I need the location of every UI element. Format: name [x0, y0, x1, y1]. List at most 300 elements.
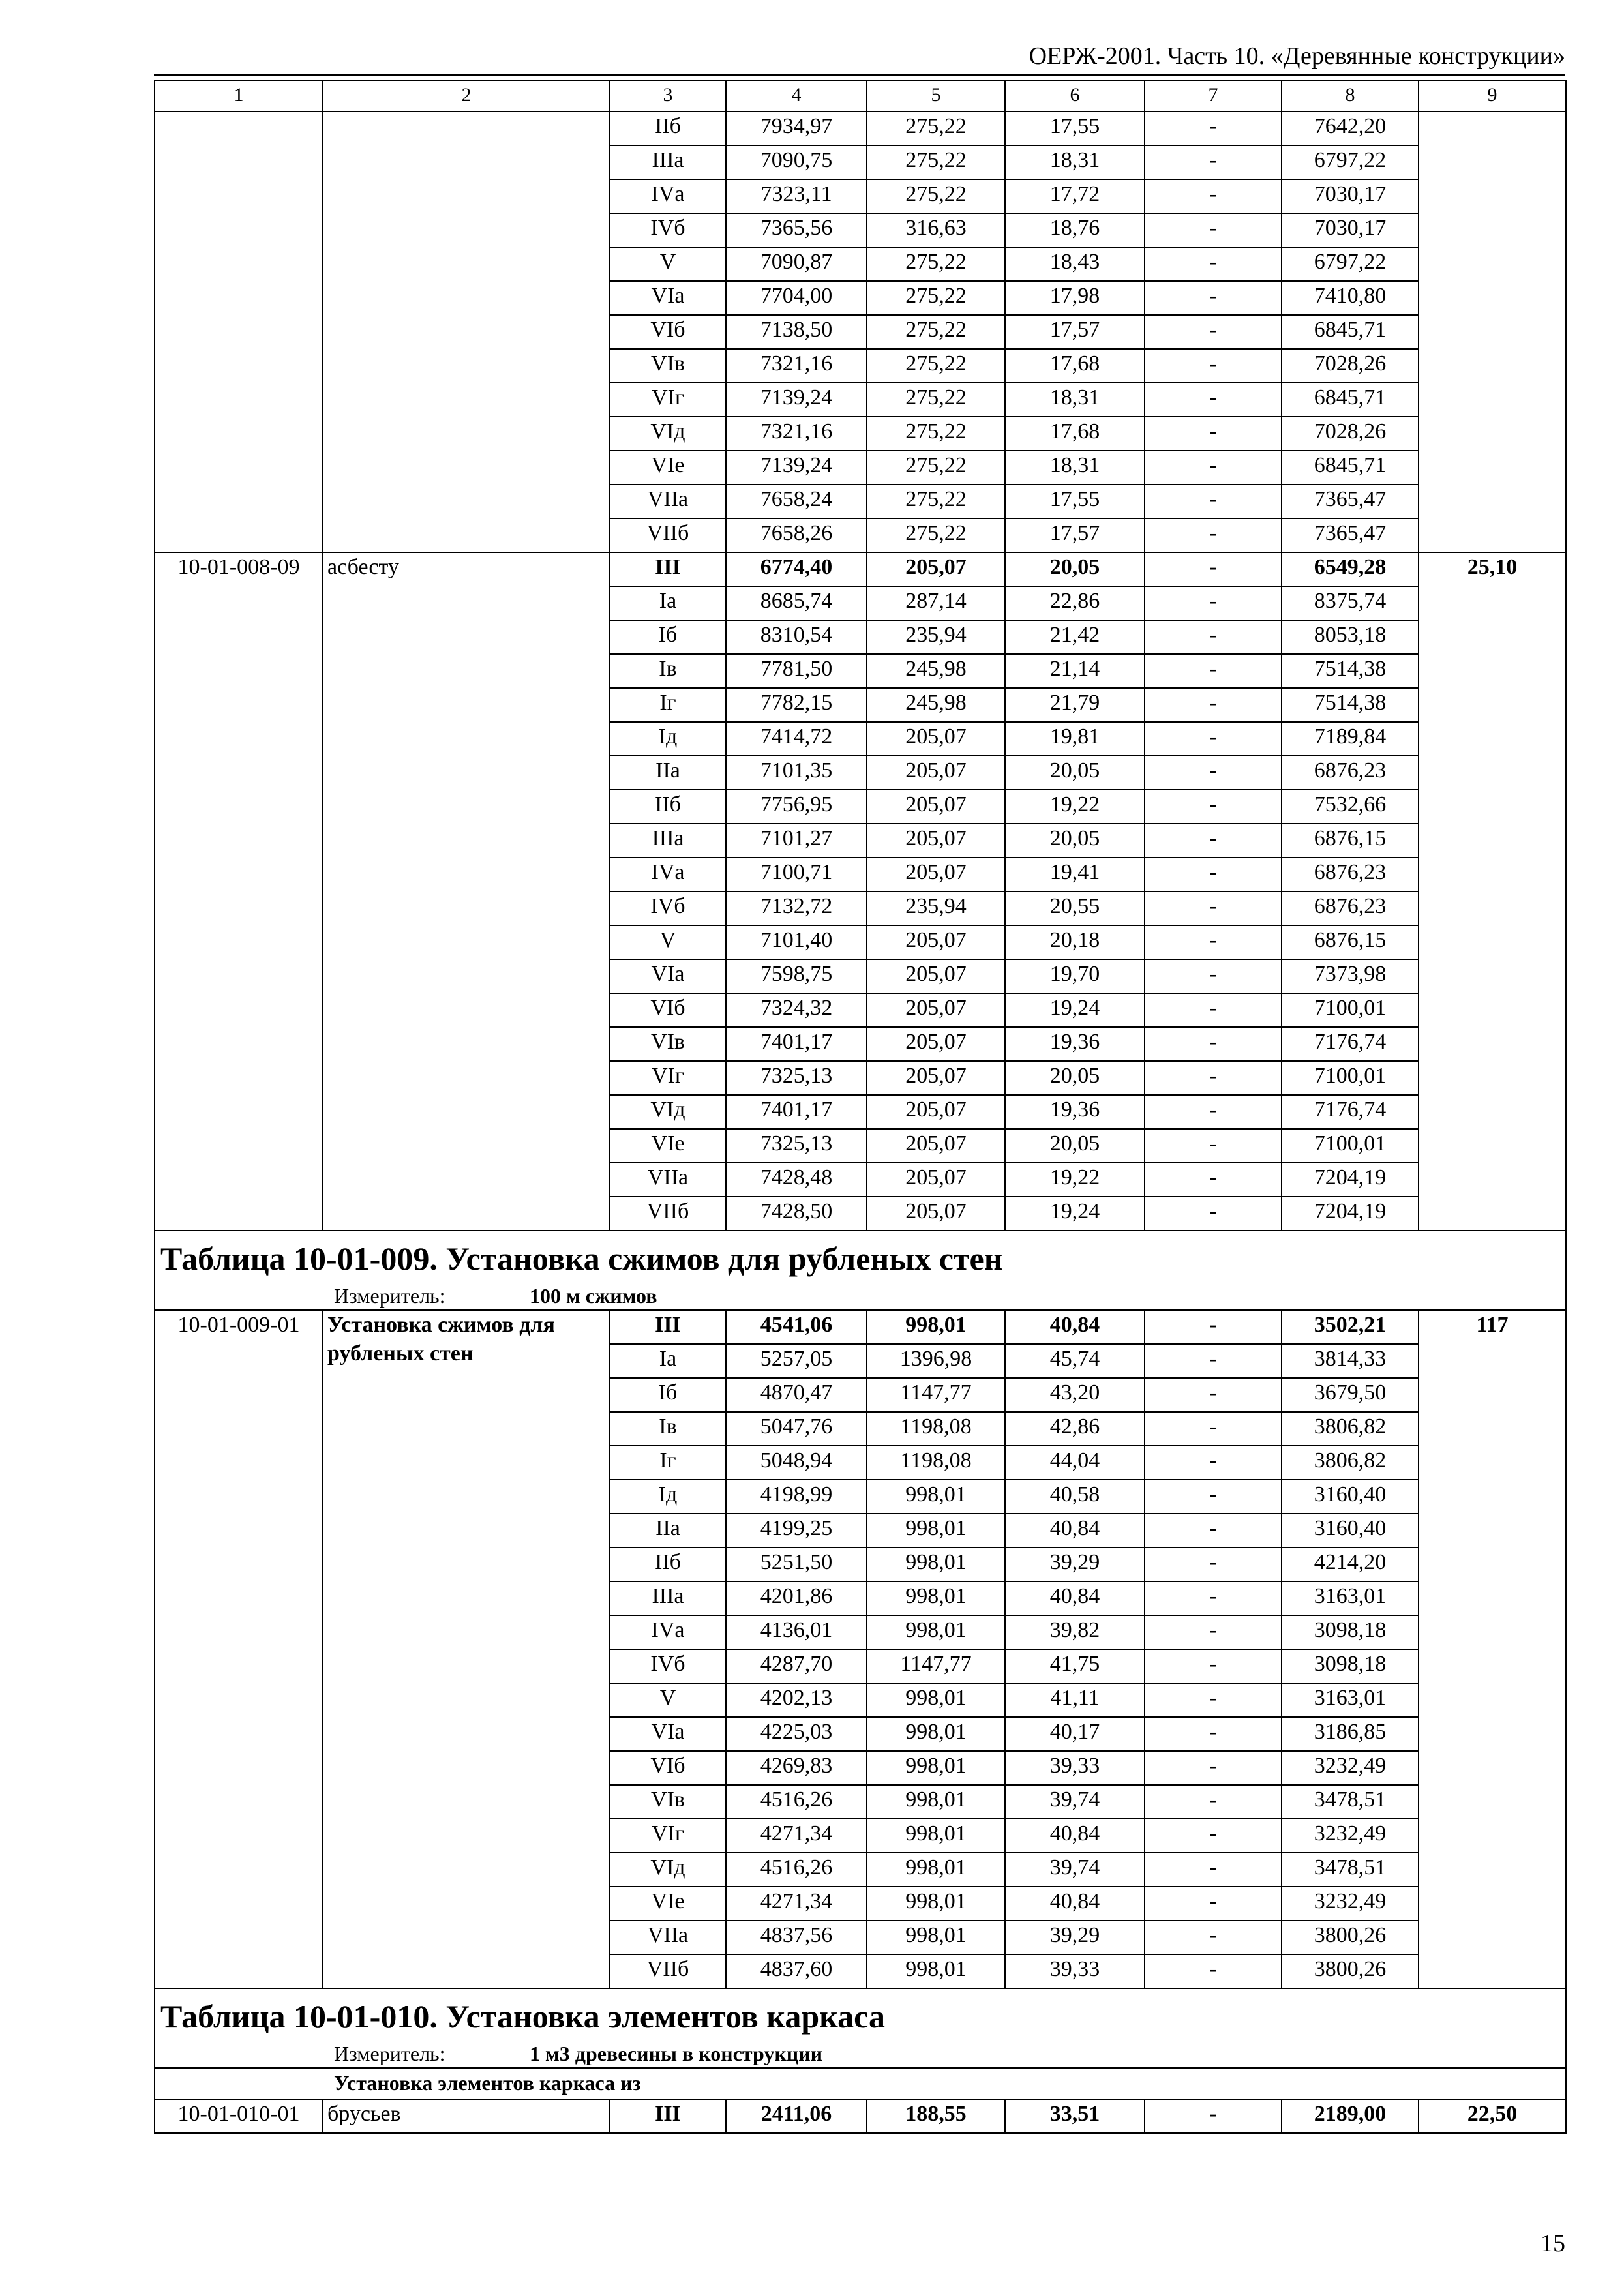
- region-cell: VIе: [610, 1129, 726, 1163]
- value-cell: 7658,26: [726, 518, 867, 552]
- region-cell: Iв: [610, 654, 726, 688]
- value-cell: 7934,97: [726, 112, 867, 145]
- value-cell: 998,01: [867, 1751, 1005, 1785]
- page-number: 15: [1541, 2230, 1565, 2257]
- value-cell: 21,79: [1005, 688, 1145, 722]
- value-cell: 6876,23: [1282, 858, 1419, 891]
- measure-label: Измеритель:: [334, 2042, 445, 2065]
- value-cell: 18,31: [1005, 451, 1145, 485]
- value-cell: 7365,47: [1282, 485, 1419, 518]
- measure-cell: [155, 2041, 1566, 2068]
- value-cell: 275,22: [867, 383, 1005, 417]
- value-cell: 3232,49: [1282, 1751, 1419, 1785]
- value-cell: 998,01: [867, 1548, 1005, 1581]
- value-cell: 40,17: [1005, 1717, 1145, 1751]
- value-cell: 7028,26: [1282, 417, 1419, 451]
- value-cell: 245,98: [867, 688, 1005, 722]
- value-cell: 3160,40: [1282, 1480, 1419, 1514]
- value-cell: 998,01: [867, 1514, 1005, 1548]
- value-cell: -: [1145, 315, 1282, 349]
- header-rule: [154, 74, 1565, 76]
- value-cell: 205,07: [867, 1197, 1005, 1231]
- code-cell: 10-01-008-09: [155, 552, 323, 1231]
- value-cell: -: [1145, 1378, 1282, 1412]
- value-cell: 22,86: [1005, 586, 1145, 620]
- value-cell: 4271,34: [726, 1819, 867, 1853]
- value-cell: 275,22: [867, 417, 1005, 451]
- value-cell: 19,70: [1005, 959, 1145, 993]
- value-cell: -: [1145, 1615, 1282, 1649]
- value-cell: 7101,40: [726, 925, 867, 959]
- value-cell: 4225,03: [726, 1717, 867, 1751]
- region-cell: III: [610, 2099, 726, 2133]
- measure-label: Измеритель:: [334, 1284, 445, 1308]
- region-cell: V: [610, 1683, 726, 1717]
- region-cell: VIIа: [610, 1163, 726, 1197]
- value-cell: 205,07: [867, 1095, 1005, 1129]
- value-cell: 7100,01: [1282, 993, 1419, 1027]
- value-cell: 20,05: [1005, 1129, 1145, 1163]
- value-cell: 6876,15: [1282, 824, 1419, 858]
- region-cell: IIIа: [610, 1581, 726, 1615]
- value-cell: 275,22: [867, 112, 1005, 145]
- region-cell: Iа: [610, 586, 726, 620]
- value-cell: 275,22: [867, 485, 1005, 518]
- value-cell: -: [1145, 1819, 1282, 1853]
- region-cell: Iд: [610, 722, 726, 756]
- region-cell: VIг: [610, 1819, 726, 1853]
- value-cell: 33,51: [1005, 2099, 1145, 2133]
- value-cell: 40,84: [1005, 1514, 1145, 1548]
- value-cell: 998,01: [867, 1310, 1005, 1344]
- column-number: 7: [1145, 80, 1282, 112]
- column-number: 2: [323, 80, 610, 112]
- value-cell: -: [1145, 1853, 1282, 1887]
- value-cell: -: [1145, 349, 1282, 383]
- column-number-row: [155, 80, 1566, 112]
- value-cell: 7401,17: [726, 1095, 867, 1129]
- column-number: 9: [1419, 80, 1566, 112]
- region-cell: VIа: [610, 1717, 726, 1751]
- value-cell: 275,22: [867, 145, 1005, 179]
- subheading-text: Установка элементов каркаса из: [334, 2071, 641, 2095]
- value-cell: 3163,01: [1282, 1581, 1419, 1615]
- value-cell: 7598,75: [726, 959, 867, 993]
- value-cell: 7090,87: [726, 247, 867, 281]
- value-cell: 8685,74: [726, 586, 867, 620]
- column-number: 8: [1282, 80, 1419, 112]
- value-cell: 3806,82: [1282, 1412, 1419, 1446]
- value-cell: -: [1145, 959, 1282, 993]
- value-cell: 7101,27: [726, 824, 867, 858]
- value-cell: -: [1145, 1954, 1282, 1988]
- value-cell: 7658,24: [726, 485, 867, 518]
- value-cell: -: [1145, 993, 1282, 1027]
- value-cell: 7428,48: [726, 1163, 867, 1197]
- value-cell: 998,01: [867, 1480, 1005, 1514]
- value-cell: -: [1145, 1061, 1282, 1095]
- value-cell: 7532,66: [1282, 790, 1419, 824]
- measure-row: [155, 1283, 1566, 1310]
- value-cell: -: [1145, 620, 1282, 654]
- value-cell: 2189,00: [1282, 2099, 1419, 2133]
- value-cell: -: [1145, 552, 1282, 586]
- value-cell: 1198,08: [867, 1446, 1005, 1480]
- value-cell: -: [1145, 824, 1282, 858]
- value-cell: 6845,71: [1282, 383, 1419, 417]
- description-cell: [323, 112, 610, 552]
- value-cell: 5257,05: [726, 1344, 867, 1378]
- value-cell: 17,55: [1005, 112, 1145, 145]
- value-cell: 40,58: [1005, 1480, 1145, 1514]
- value-cell: 19,36: [1005, 1027, 1145, 1061]
- value-cell: 17,72: [1005, 179, 1145, 213]
- subheading-cell: [155, 2068, 1566, 2099]
- region-cell: VIг: [610, 1061, 726, 1095]
- value-cell: 3098,18: [1282, 1649, 1419, 1683]
- value-cell: 17,57: [1005, 518, 1145, 552]
- region-cell: Iа: [610, 1344, 726, 1378]
- value-cell: 235,94: [867, 620, 1005, 654]
- value-cell: 4198,99: [726, 1480, 867, 1514]
- value-cell: 287,14: [867, 586, 1005, 620]
- value-cell: 7132,72: [726, 891, 867, 925]
- value-cell: -: [1145, 1581, 1282, 1615]
- value-cell: 7323,11: [726, 179, 867, 213]
- value-cell: 40,84: [1005, 1310, 1145, 1344]
- value-cell: 205,07: [867, 959, 1005, 993]
- value-cell: 7321,16: [726, 349, 867, 383]
- value-cell: 275,22: [867, 451, 1005, 485]
- value-cell: -: [1145, 1095, 1282, 1129]
- value-cell: 40,84: [1005, 1819, 1145, 1853]
- value-cell: -: [1145, 1649, 1282, 1683]
- value-cell: 275,22: [867, 247, 1005, 281]
- value-cell: 7325,13: [726, 1061, 867, 1095]
- value-cell: -: [1145, 1683, 1282, 1717]
- value-cell: 7365,47: [1282, 518, 1419, 552]
- value-cell: 20,05: [1005, 824, 1145, 858]
- region-cell: VIа: [610, 959, 726, 993]
- region-cell: Iд: [610, 1480, 726, 1514]
- value-cell: 205,07: [867, 1163, 1005, 1197]
- description-line: рубленых стен: [327, 1341, 474, 1366]
- region-cell: III: [610, 1310, 726, 1344]
- value-cell: 3232,49: [1282, 1887, 1419, 1921]
- region-cell: VIIб: [610, 1954, 726, 1988]
- value-cell: 7321,16: [726, 417, 867, 451]
- value-cell: 1147,77: [867, 1649, 1005, 1683]
- value-cell: 20,55: [1005, 891, 1145, 925]
- column-number: 1: [155, 80, 323, 112]
- value-cell: 4516,26: [726, 1785, 867, 1819]
- value-cell: 275,22: [867, 518, 1005, 552]
- value-cell: 6797,22: [1282, 247, 1419, 281]
- value-cell: 4214,20: [1282, 1548, 1419, 1581]
- region-cell: VIв: [610, 349, 726, 383]
- value-cell: 3232,49: [1282, 1819, 1419, 1853]
- value-cell: 19,41: [1005, 858, 1145, 891]
- value-cell: 7138,50: [726, 315, 867, 349]
- region-cell: IIIа: [610, 145, 726, 179]
- column-number: 3: [610, 80, 726, 112]
- value-cell: 7414,72: [726, 722, 867, 756]
- value-cell: 40,84: [1005, 1887, 1145, 1921]
- value-cell: 205,07: [867, 756, 1005, 790]
- value-cell: -: [1145, 1446, 1282, 1480]
- region-cell: IIа: [610, 756, 726, 790]
- value-cell: 44,04: [1005, 1446, 1145, 1480]
- value-cell: -: [1145, 925, 1282, 959]
- region-cell: VIд: [610, 1853, 726, 1887]
- value-cell: 8375,74: [1282, 586, 1419, 620]
- region-cell: VIIа: [610, 1921, 726, 1954]
- value-cell: 19,81: [1005, 722, 1145, 756]
- region-cell: VIе: [610, 451, 726, 485]
- value-cell: 7028,26: [1282, 349, 1419, 383]
- value-cell: 3814,33: [1282, 1344, 1419, 1378]
- value-cell: 3098,18: [1282, 1615, 1419, 1649]
- column-number: 4: [726, 80, 867, 112]
- value-cell: 7100,01: [1282, 1061, 1419, 1095]
- value-cell: 7100,71: [726, 858, 867, 891]
- region-cell: VIе: [610, 1887, 726, 1921]
- value-cell: 205,07: [867, 790, 1005, 824]
- value-cell: -: [1145, 247, 1282, 281]
- labor-cell: 22,50: [1419, 2099, 1566, 2133]
- value-cell: 18,31: [1005, 145, 1145, 179]
- region-cell: VIг: [610, 383, 726, 417]
- value-cell: 7514,38: [1282, 688, 1419, 722]
- value-cell: 20,05: [1005, 756, 1145, 790]
- value-cell: 7030,17: [1282, 179, 1419, 213]
- value-cell: -: [1145, 586, 1282, 620]
- value-cell: 998,01: [867, 1819, 1005, 1853]
- table-row: [155, 112, 1566, 145]
- value-cell: 4201,86: [726, 1581, 867, 1615]
- value-cell: 20,05: [1005, 552, 1145, 586]
- value-cell: 4269,83: [726, 1751, 867, 1785]
- region-cell: Iб: [610, 620, 726, 654]
- value-cell: 235,94: [867, 891, 1005, 925]
- value-cell: -: [1145, 383, 1282, 417]
- value-cell: -: [1145, 1514, 1282, 1548]
- table-row: [155, 552, 1566, 586]
- value-cell: 19,24: [1005, 993, 1145, 1027]
- value-cell: 21,14: [1005, 654, 1145, 688]
- value-cell: -: [1145, 1548, 1282, 1581]
- value-cell: 18,31: [1005, 383, 1145, 417]
- value-cell: 7030,17: [1282, 213, 1419, 247]
- code-cell: 10-01-010-01: [155, 2099, 323, 2133]
- value-cell: 316,63: [867, 213, 1005, 247]
- value-cell: -: [1145, 1887, 1282, 1921]
- value-cell: 7189,84: [1282, 722, 1419, 756]
- value-cell: 7101,35: [726, 756, 867, 790]
- value-cell: 6845,71: [1282, 451, 1419, 485]
- value-cell: -: [1145, 858, 1282, 891]
- value-cell: 3502,21: [1282, 1310, 1419, 1344]
- region-cell: IVа: [610, 179, 726, 213]
- rates-table: [154, 80, 1567, 2134]
- subheading-row: [155, 2068, 1566, 2099]
- description-line: Установка сжимов для: [327, 1313, 555, 1337]
- region-cell: IIIа: [610, 824, 726, 858]
- value-cell: 3800,26: [1282, 1954, 1419, 1988]
- value-cell: 3478,51: [1282, 1785, 1419, 1819]
- value-cell: 42,86: [1005, 1412, 1145, 1446]
- region-cell: VIIб: [610, 518, 726, 552]
- description-cell: асбесту: [323, 552, 610, 1231]
- value-cell: 7139,24: [726, 451, 867, 485]
- value-cell: 5048,94: [726, 1446, 867, 1480]
- value-cell: 7373,98: [1282, 959, 1419, 993]
- value-cell: -: [1145, 213, 1282, 247]
- region-cell: IVб: [610, 891, 726, 925]
- value-cell: -: [1145, 179, 1282, 213]
- value-cell: 7782,15: [726, 688, 867, 722]
- table-row: [155, 2099, 1566, 2133]
- value-cell: 19,36: [1005, 1095, 1145, 1129]
- value-cell: 6797,22: [1282, 145, 1419, 179]
- value-cell: 188,55: [867, 2099, 1005, 2133]
- value-cell: 17,98: [1005, 281, 1145, 315]
- value-cell: 998,01: [867, 1887, 1005, 1921]
- region-cell: Iб: [610, 1378, 726, 1412]
- table-row: [155, 1310, 1566, 1344]
- value-cell: 6845,71: [1282, 315, 1419, 349]
- value-cell: 205,07: [867, 824, 1005, 858]
- value-cell: -: [1145, 1027, 1282, 1061]
- value-cell: 998,01: [867, 1921, 1005, 1954]
- value-cell: 39,33: [1005, 1751, 1145, 1785]
- value-cell: 6549,28: [1282, 552, 1419, 586]
- value-cell: 7514,38: [1282, 654, 1419, 688]
- value-cell: 275,22: [867, 349, 1005, 383]
- region-cell: IIа: [610, 1514, 726, 1548]
- value-cell: 205,07: [867, 858, 1005, 891]
- value-cell: -: [1145, 688, 1282, 722]
- region-cell: IIб: [610, 1548, 726, 1581]
- value-cell: 7204,19: [1282, 1163, 1419, 1197]
- labor-cell: 117: [1419, 1310, 1566, 1988]
- value-cell: 4541,06: [726, 1310, 867, 1344]
- region-cell: VIд: [610, 1095, 726, 1129]
- value-cell: -: [1145, 722, 1282, 756]
- region-cell: III: [610, 552, 726, 586]
- value-cell: -: [1145, 1197, 1282, 1231]
- value-cell: 3163,01: [1282, 1683, 1419, 1717]
- value-cell: 275,22: [867, 281, 1005, 315]
- value-cell: 7176,74: [1282, 1027, 1419, 1061]
- value-cell: -: [1145, 485, 1282, 518]
- value-cell: -: [1145, 1921, 1282, 1954]
- value-cell: 6774,40: [726, 552, 867, 586]
- value-cell: -: [1145, 518, 1282, 552]
- value-cell: 7325,13: [726, 1129, 867, 1163]
- value-cell: 39,29: [1005, 1548, 1145, 1581]
- value-cell: 18,76: [1005, 213, 1145, 247]
- value-cell: 8053,18: [1282, 620, 1419, 654]
- value-cell: 41,75: [1005, 1649, 1145, 1683]
- value-cell: 7781,50: [726, 654, 867, 688]
- value-cell: 20,18: [1005, 925, 1145, 959]
- value-cell: 245,98: [867, 654, 1005, 688]
- value-cell: -: [1145, 1751, 1282, 1785]
- region-cell: Iв: [610, 1412, 726, 1446]
- value-cell: 7100,01: [1282, 1129, 1419, 1163]
- value-cell: 4202,13: [726, 1683, 867, 1717]
- value-cell: 39,33: [1005, 1954, 1145, 1988]
- measure-row: [155, 2041, 1566, 2068]
- value-cell: 7401,17: [726, 1027, 867, 1061]
- table-title-row: [155, 1988, 1566, 2041]
- value-cell: -: [1145, 1310, 1282, 1344]
- column-number: 6: [1005, 80, 1145, 112]
- value-cell: 6876,23: [1282, 891, 1419, 925]
- value-cell: 7410,80: [1282, 281, 1419, 315]
- value-cell: -: [1145, 790, 1282, 824]
- column-number: 5: [867, 80, 1005, 112]
- value-cell: 4516,26: [726, 1853, 867, 1887]
- value-cell: 998,01: [867, 1683, 1005, 1717]
- region-cell: VIб: [610, 993, 726, 1027]
- value-cell: 205,07: [867, 722, 1005, 756]
- value-cell: 17,68: [1005, 417, 1145, 451]
- table-title: Таблица 10-01-010. Установка элементов каркаса: [155, 1988, 1566, 2041]
- value-cell: 7704,00: [726, 281, 867, 315]
- value-cell: 39,74: [1005, 1785, 1145, 1819]
- region-cell: VIд: [610, 417, 726, 451]
- value-cell: 998,01: [867, 1785, 1005, 1819]
- value-cell: 1198,08: [867, 1412, 1005, 1446]
- value-cell: -: [1145, 2099, 1282, 2133]
- value-cell: 205,07: [867, 1129, 1005, 1163]
- value-cell: -: [1145, 1163, 1282, 1197]
- value-cell: 7176,74: [1282, 1095, 1419, 1129]
- value-cell: 20,05: [1005, 1061, 1145, 1095]
- value-cell: -: [1145, 1785, 1282, 1819]
- value-cell: -: [1145, 145, 1282, 179]
- value-cell: 7324,32: [726, 993, 867, 1027]
- value-cell: 998,01: [867, 1954, 1005, 1988]
- region-cell: VIв: [610, 1785, 726, 1819]
- value-cell: 7756,95: [726, 790, 867, 824]
- value-cell: -: [1145, 1344, 1282, 1378]
- value-cell: -: [1145, 1412, 1282, 1446]
- value-cell: 7090,75: [726, 145, 867, 179]
- region-cell: IVа: [610, 858, 726, 891]
- page-header: ОЕРЖ-2001. Часть 10. «Деревянные конструкции»: [1029, 42, 1565, 70]
- value-cell: 275,22: [867, 315, 1005, 349]
- value-cell: 3160,40: [1282, 1514, 1419, 1548]
- region-cell: IIб: [610, 112, 726, 145]
- value-cell: 6876,15: [1282, 925, 1419, 959]
- measure-cell: [155, 1283, 1566, 1310]
- value-cell: 43,20: [1005, 1378, 1145, 1412]
- table-title-row: [155, 1231, 1566, 1283]
- value-cell: 3679,50: [1282, 1378, 1419, 1412]
- value-cell: 998,01: [867, 1581, 1005, 1615]
- value-cell: 998,01: [867, 1853, 1005, 1887]
- value-cell: 8310,54: [726, 620, 867, 654]
- value-cell: 19,24: [1005, 1197, 1145, 1231]
- value-cell: 7365,56: [726, 213, 867, 247]
- value-cell: 4287,70: [726, 1649, 867, 1683]
- value-cell: 4136,01: [726, 1615, 867, 1649]
- value-cell: -: [1145, 1480, 1282, 1514]
- value-cell: -: [1145, 281, 1282, 315]
